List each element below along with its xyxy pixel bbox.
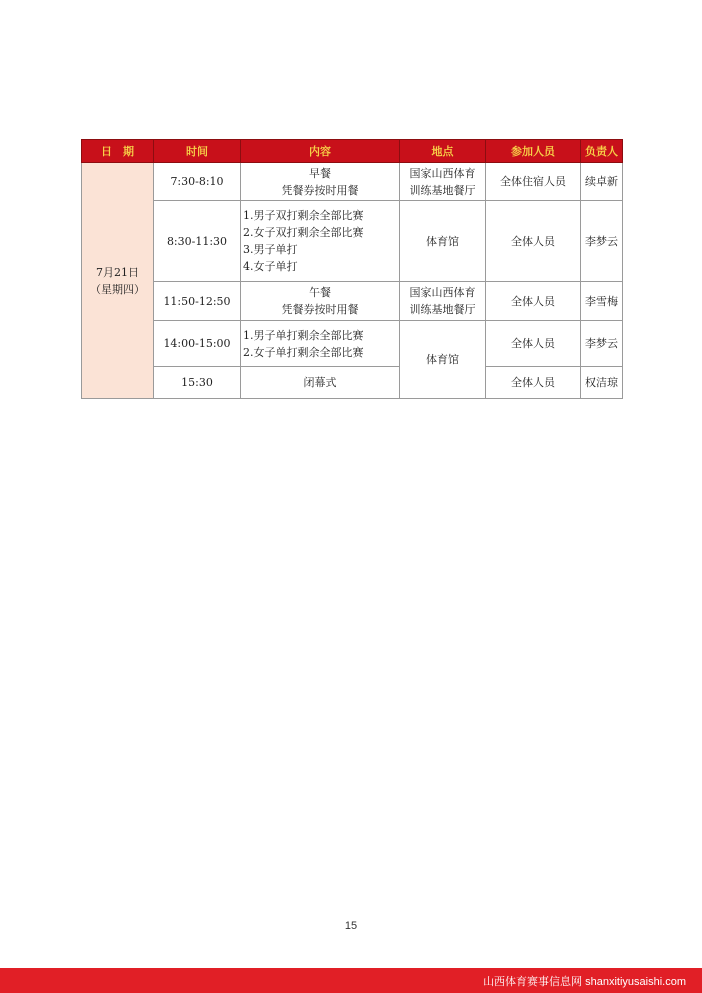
location-line: 体育馆 [426,234,459,248]
content-line: 1.男子单打剩余全部比赛 [243,328,364,342]
table-row [82,321,623,367]
header-time: 时间 [154,140,241,163]
page-number: 15 [344,920,358,932]
location-cell [400,321,486,399]
table-row [82,163,623,201]
content-line: 1.男子双打剩余全部比赛 [243,209,364,222]
time-cell: 11:50-12:50 [154,282,241,321]
location-line: 国家山西体育 [409,166,476,180]
content-cell [241,321,400,367]
location-cell [400,201,486,282]
content-line: 早餐 [309,166,331,180]
content-line: 2.女子单打剩余全部比赛 [243,345,364,359]
date-cell [82,163,154,399]
header-row [82,140,623,163]
header-date: 日 期 [82,140,154,163]
time-cell: 15:30 [154,367,241,399]
content-cell [241,282,400,321]
content-line: 3.男子单打 [243,243,298,256]
content-line: 4.女子单打 [243,260,298,273]
content-line: 凭餐券按时用餐 [281,303,359,316]
participants-cell: 全体人员 [486,282,581,321]
participants-cell: 全体住宿人员 [486,163,581,201]
person-cell: 续卓新 [581,163,623,201]
footer-site-text[interactable]: 山西体育赛事信息网 shanxitiyusaishi.com [483,976,686,988]
person-cell: 权洁琼 [581,367,623,399]
content-cell [241,201,400,282]
header-participants: 参加人员 [486,140,581,163]
time-cell: 8:30-11:30 [154,201,241,282]
content-line: 闭幕式 [303,376,337,389]
table-row [82,367,623,399]
table-row [82,282,623,321]
content-line: 2.女子双打剩余全部比赛 [243,226,364,239]
person-cell: 李雪梅 [581,282,623,321]
content-line: 午餐 [309,286,331,299]
participants-cell: 全体人员 [486,367,581,399]
participants-cell: 全体人员 [486,201,581,282]
content-line: 凭餐券按时用餐 [281,183,359,197]
header-location: 地点 [400,140,486,163]
person-cell: 李梦云 [581,201,623,282]
location-line: 体育馆 [426,353,459,366]
person-cell: 李梦云 [581,321,623,367]
time-cell: 14:00-15:00 [154,321,241,367]
location-line: 训练基地餐厅 [409,183,476,197]
footer-bar [0,968,702,993]
schedule-table [81,139,623,399]
table-row [82,201,623,282]
location-cell [400,282,486,321]
participants-cell: 全体人员 [486,321,581,367]
location-cell [400,163,486,201]
header-content: 内容 [241,140,400,163]
location-line: 国家山西体育 [409,286,476,299]
date-day: 7月21日 [96,265,139,279]
content-cell [241,163,400,201]
date-weekday: （星期四） [90,282,145,296]
time-cell: 7:30-8:10 [154,163,241,201]
content-cell [241,367,400,399]
location-line: 训练基地餐厅 [409,303,476,316]
header-person: 负责人 [581,140,623,163]
